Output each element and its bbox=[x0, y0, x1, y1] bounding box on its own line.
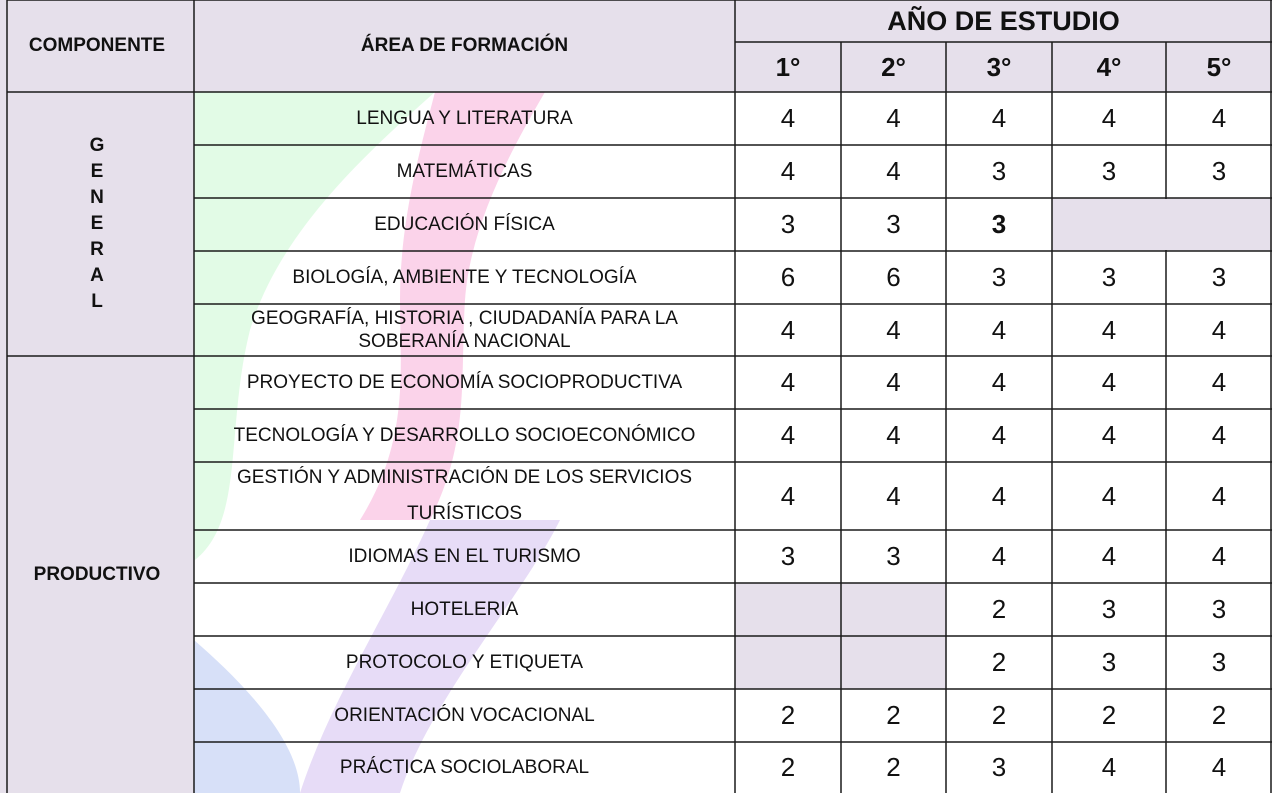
header-area-cell bbox=[194, 0, 735, 92]
empty-hours-cell bbox=[841, 583, 946, 636]
hours-cell: 4 bbox=[1166, 409, 1272, 462]
hours-cell: 4 bbox=[1052, 92, 1166, 145]
component-general-letter: E bbox=[90, 161, 104, 182]
area-name: PROYECTO DE ECONOMÍA SOCIOPRODUCTIVA bbox=[246, 372, 683, 393]
component-general-letter: A bbox=[90, 265, 104, 286]
hours-cell: 4 bbox=[946, 356, 1052, 409]
area-name: GEOGRAFÍA, HISTORIA , CIUDADANÍA PARA LA SOBERANÍA NACIONAL bbox=[251, 308, 678, 352]
hours-cell: 6 bbox=[735, 251, 841, 304]
hours-cell: 4 bbox=[841, 462, 946, 530]
component-general-letter: E bbox=[90, 213, 104, 234]
year-header-label: 4° bbox=[1096, 51, 1122, 82]
area-name: EDUCACIÓN FÍSICA bbox=[374, 214, 555, 235]
header-component-cell bbox=[0, 0, 194, 92]
area-name: PROTOCOLO Y ETIQUETA bbox=[345, 652, 584, 673]
component-general-cell bbox=[0, 92, 194, 356]
hours-cell: 4 bbox=[1166, 530, 1272, 583]
hours-cell: 4 bbox=[841, 356, 946, 409]
component-general-letter: L bbox=[91, 291, 103, 312]
empty-hours-cell bbox=[841, 636, 946, 689]
component-productive-cell bbox=[0, 356, 194, 793]
hours-cell: 4 bbox=[1166, 742, 1272, 793]
area-name: LENGUA Y LITERATURA bbox=[356, 108, 573, 129]
hours-cell: 4 bbox=[946, 304, 1052, 356]
hours-cell: 3 bbox=[735, 198, 841, 251]
year-header-label: 5° bbox=[1206, 51, 1232, 82]
hours-cell: 4 bbox=[1166, 304, 1272, 356]
year-header-label: 3° bbox=[986, 51, 1012, 82]
hours-cell: 4 bbox=[735, 356, 841, 409]
hours-cell: 3 bbox=[1166, 251, 1272, 304]
year-header-cell bbox=[735, 42, 841, 92]
hours-cell: 4 bbox=[946, 409, 1052, 462]
hours-cell: 4 bbox=[1166, 356, 1272, 409]
hours-cell: 2 bbox=[1052, 689, 1166, 742]
hours-cell: 3 bbox=[946, 251, 1052, 304]
hours-cell: 3 bbox=[1052, 251, 1166, 304]
area-name: PRÁCTICA SOCIOLABORAL bbox=[339, 757, 590, 778]
year-header-cell bbox=[946, 42, 1052, 92]
hours-cell: 3 bbox=[841, 198, 946, 251]
hours-cell: 2 bbox=[946, 636, 1052, 689]
hours-cell: 2 bbox=[735, 742, 841, 793]
hours-cell: 4 bbox=[1166, 462, 1272, 530]
hours-cell: 4 bbox=[946, 530, 1052, 583]
hours-cell: 4 bbox=[841, 409, 946, 462]
hours-cell: 4 bbox=[735, 92, 841, 145]
year-header-cell bbox=[1166, 42, 1272, 92]
hours-cell: 4 bbox=[1052, 462, 1166, 530]
hours-cell: 4 bbox=[946, 92, 1052, 145]
year-header-label: 2° bbox=[881, 51, 906, 82]
hours-cell: 4 bbox=[1052, 530, 1166, 583]
hours-cell: 4 bbox=[946, 462, 1052, 530]
component-general-letter: N bbox=[90, 187, 104, 208]
year-header-cell bbox=[1052, 42, 1166, 92]
hours-cell: 2 bbox=[946, 583, 1052, 636]
hours-cell: 4 bbox=[735, 462, 841, 530]
area-name: GESTIÓN Y ADMINISTRACIÓN DE LOS SERVICIOS TURÍSTICOS bbox=[236, 467, 693, 524]
header-years-title: AÑO DE ESTUDIO bbox=[887, 5, 1120, 36]
hours-cell: 3 bbox=[1166, 636, 1272, 689]
area-name: MATEMÁTICAS bbox=[396, 161, 533, 182]
hours-cell: 3 bbox=[946, 198, 1052, 251]
area-name: ORIENTACIÓN VOCACIONAL bbox=[334, 705, 595, 726]
component-general-letter: G bbox=[89, 135, 105, 156]
hours-cell: 2 bbox=[735, 689, 841, 742]
hours-cell: 4 bbox=[735, 145, 841, 198]
empty-hours-cell bbox=[735, 636, 841, 689]
hours-cell: 3 bbox=[735, 530, 841, 583]
year-header-label: 1° bbox=[775, 51, 801, 82]
hours-cell: 4 bbox=[1166, 92, 1272, 145]
hours-cell: 2 bbox=[946, 689, 1052, 742]
hours-cell: 3 bbox=[946, 742, 1052, 793]
hours-cell: 2 bbox=[841, 742, 946, 793]
hours-cell: 3 bbox=[946, 145, 1052, 198]
hours-cell: 3 bbox=[1052, 145, 1166, 198]
hours-cell: 3 bbox=[841, 530, 946, 583]
area-name: HOTELERIA bbox=[410, 599, 519, 620]
hours-cell: 2 bbox=[841, 689, 946, 742]
hours-cell: 4 bbox=[841, 145, 946, 198]
header-area-label: ÁREA DE FORMACIÓN bbox=[360, 35, 569, 56]
hours-cell: 4 bbox=[841, 304, 946, 356]
hours-cell: 3 bbox=[1052, 583, 1166, 636]
hours-cell: 3 bbox=[1052, 636, 1166, 689]
hours-cell: 4 bbox=[841, 92, 946, 145]
component-general-letter: R bbox=[90, 239, 104, 260]
area-name: TECNOLOGÍA Y DESARROLLO SOCIOECONÓMICO bbox=[233, 425, 696, 446]
hours-cell: 4 bbox=[1052, 304, 1166, 356]
hours-cell: 4 bbox=[735, 409, 841, 462]
empty-hours-cell bbox=[1052, 198, 1272, 251]
empty-hours-cell bbox=[735, 583, 841, 636]
hours-cell: 4 bbox=[1052, 356, 1166, 409]
year-header-cell bbox=[841, 42, 946, 92]
area-name: BIOLOGÍA, AMBIENTE Y TECNOLOGÍA bbox=[292, 267, 637, 288]
area-name: IDIOMAS EN EL TURISMO bbox=[348, 546, 581, 567]
header-component-label: COMPONENTE bbox=[28, 35, 166, 56]
hours-cell: 3 bbox=[1166, 145, 1272, 198]
hours-cell: 4 bbox=[1052, 742, 1166, 793]
component-productive-label: PRODUCTIVO bbox=[33, 563, 161, 585]
hours-cell: 4 bbox=[735, 304, 841, 356]
hours-cell: 4 bbox=[1052, 409, 1166, 462]
hours-cell: 6 bbox=[841, 251, 946, 304]
header-years-title-cell bbox=[735, 0, 1272, 42]
hours-cell: 3 bbox=[1166, 583, 1272, 636]
hours-cell: 2 bbox=[1166, 689, 1272, 742]
